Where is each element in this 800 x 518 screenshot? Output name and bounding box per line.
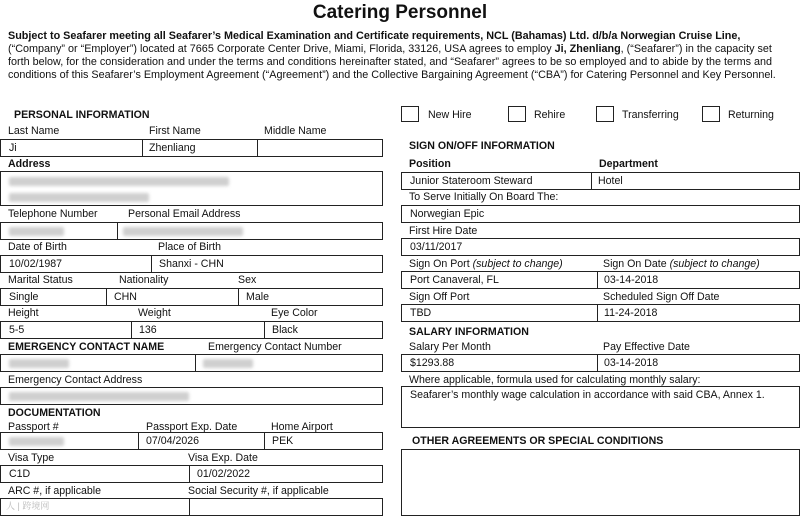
nationality-label: Nationality — [119, 274, 169, 286]
nationality-value[interactable]: CHN — [114, 291, 137, 303]
intro-seafarer-name: Ji, Zhenliang — [554, 43, 621, 55]
sign-off-date-label: Scheduled Sign Off Date — [603, 291, 720, 303]
rehire-checkbox[interactable] — [508, 106, 526, 122]
formula-value: Seafarer’s monthly wage calculation in accordance with said CBA, Annex 1. — [410, 389, 765, 401]
department-label: Department — [599, 158, 658, 170]
watermark: 人 | 跨境网 — [6, 501, 50, 511]
redacted-passport-number[interactable] — [9, 437, 64, 446]
name-row — [0, 139, 383, 157]
redacted-emergency-name[interactable] — [9, 359, 69, 368]
position-label: Position — [409, 158, 451, 170]
transferring-checkbox[interactable] — [596, 106, 614, 122]
ship-value: Norwegian Epic — [410, 208, 485, 220]
position-row — [401, 172, 800, 190]
home-airport-label: Home Airport — [271, 421, 333, 433]
ssn-label: Social Security #, if applicable — [188, 485, 329, 497]
salary-header: SALARY INFORMATION — [409, 326, 529, 338]
pob-label: Place of Birth — [158, 241, 222, 253]
emergency-address-label: Emergency Contact Address — [8, 374, 143, 386]
emergency-name-header: EMERGENCY CONTACT NAME — [8, 341, 165, 353]
position-value[interactable]: Junior Stateroom Steward — [410, 175, 533, 187]
address-field[interactable] — [0, 171, 383, 206]
first-hire-label: First Hire Date — [409, 225, 478, 237]
visa-row — [0, 465, 383, 483]
documentation-header: DOCUMENTATION — [8, 407, 101, 419]
pay-effective-value[interactable]: 03-14-2018 — [604, 357, 659, 369]
last-name-value[interactable]: Ji — [9, 142, 17, 154]
returning-checkbox[interactable] — [702, 106, 720, 122]
redacted-email[interactable] — [123, 227, 243, 236]
salary-per-month-value[interactable]: $1293.88 — [410, 357, 455, 369]
home-airport-value[interactable]: PEK — [272, 435, 294, 447]
department-value[interactable]: Hotel — [598, 175, 623, 187]
visa-exp-label: Visa Exp. Date — [188, 452, 258, 464]
emergency-number-label: Emergency Contact Number — [208, 341, 342, 353]
sign-on-date-label-text: Sign On Date — [603, 258, 667, 270]
intro-bold: Subject to Seafarer meeting all Seafarer’s Medical Examination and Certificate requirements, NCL (Bahamas) Ltd. d/b/a Norwegian Cruise Line, — [8, 30, 741, 42]
visa-exp-value[interactable]: 01/02/2022 — [197, 468, 251, 480]
redacted-telephone[interactable] — [9, 227, 64, 236]
sign-on-row — [401, 271, 800, 289]
redacted-emergency-address — [9, 392, 189, 401]
visa-type-label: Visa Type — [8, 452, 55, 464]
first-hire-value: 03/11/2017 — [410, 241, 463, 253]
passport-label: Passport # — [8, 421, 59, 433]
middle-name-label: Middle Name — [264, 125, 327, 137]
other-agreements-header: OTHER AGREEMENTS OR SPECIAL CONDITIONS — [412, 435, 664, 447]
sign-off-row — [401, 304, 800, 322]
dob-value[interactable]: 10/02/1987 — [9, 258, 63, 270]
height-label: Height — [8, 307, 39, 319]
personal-info-header: PERSONAL INFORMATION — [14, 109, 150, 121]
intro-text-1: (“Company” or “Employer”) located at 7665 Corporate Center Drive, Miami, Florida, 33126, USA agrees to employ — [8, 43, 555, 55]
arc-ssn-row — [0, 498, 383, 516]
weight-label: Weight — [138, 307, 171, 319]
rehire-label: Rehire — [534, 109, 566, 121]
redacted-address-line-1 — [9, 177, 229, 186]
formula-label: Where applicable, formula used for calculating monthly salary: — [409, 374, 701, 386]
ship-field[interactable] — [401, 205, 800, 223]
sign-on-port-note: (subject to change) — [472, 258, 563, 270]
redacted-address-line-2 — [9, 193, 149, 202]
eye-color-value[interactable]: Black — [272, 324, 298, 336]
sign-on-date-label — [603, 258, 760, 270]
sign-on-port-label-text: Sign On Port — [409, 258, 470, 270]
sign-on-date-note: (subject to change) — [669, 258, 760, 270]
new-hire-label: New Hire — [428, 109, 472, 121]
new-hire-checkbox[interactable] — [401, 106, 419, 122]
height-value[interactable]: 5-5 — [9, 324, 25, 336]
first-name-label: First Name — [149, 125, 201, 137]
other-agreements-field[interactable] — [401, 449, 800, 516]
arc-label: ARC #, if applicable — [8, 485, 102, 497]
sign-on-off-header: SIGN ON/OFF INFORMATION — [409, 140, 555, 152]
first-hire-field[interactable] — [401, 238, 800, 256]
page-title: Catering Personnel — [312, 2, 488, 23]
salary-per-month-label: Salary Per Month — [409, 341, 491, 353]
redacted-emergency-number[interactable] — [203, 359, 253, 368]
emergency-row — [0, 354, 383, 372]
emergency-address-field[interactable] — [0, 387, 383, 405]
passport-exp-value[interactable]: 07/04/2026 — [146, 435, 200, 447]
sign-on-date-value[interactable]: 03-14-2018 — [604, 274, 659, 286]
address-label: Address — [8, 158, 51, 170]
sign-on-port-label — [409, 258, 563, 270]
sex-value[interactable]: Male — [246, 291, 269, 303]
sign-on-port-value[interactable]: Port Canaveral, FL — [410, 274, 499, 286]
returning-label: Returning — [728, 109, 774, 121]
formula-field[interactable] — [401, 386, 800, 428]
first-name-value[interactable]: Zhenliang — [149, 142, 196, 154]
telephone-label: Telephone Number — [8, 208, 98, 220]
marital-label: Marital Status — [8, 274, 73, 286]
sex-label: Sex — [238, 274, 257, 286]
transferring-label: Transferring — [622, 109, 679, 121]
birth-row — [0, 255, 383, 273]
physical-row — [0, 321, 383, 339]
contact-row — [0, 222, 383, 240]
pob-value[interactable]: Shanxi - CHN — [159, 258, 224, 270]
sign-off-port-label: Sign Off Port — [409, 291, 470, 303]
passport-exp-label: Passport Exp. Date — [146, 421, 238, 433]
marital-row — [0, 288, 383, 306]
pay-effective-label: Pay Effective Date — [603, 341, 690, 353]
dob-label: Date of Birth — [8, 241, 67, 253]
intro-text-2: , (“Seafarer”) in the capacity set forth below, for the consideration and under the terms and conditions hereinafter stated, and “Seafarer” agrees to be so employed and to abide by the terms and conditions of this Seafarer’s Employment Agreement (“Agreement”) and the Collective Bargaining Agreement (“CBA”) for Catering Personnel and Key Personnel. — [8, 43, 776, 81]
sign-off-date-value[interactable]: 11-24-2018 — [604, 307, 658, 319]
marital-value[interactable]: Single — [9, 291, 39, 303]
passport-row — [0, 432, 383, 450]
eye-color-label: Eye Color — [271, 307, 318, 319]
salary-row — [401, 354, 800, 372]
last-name-label: Last Name — [8, 125, 60, 137]
weight-value[interactable]: 136 — [139, 324, 157, 336]
sign-off-port-value[interactable]: TBD — [410, 307, 432, 319]
email-label: Personal Email Address — [128, 208, 241, 220]
visa-type-value[interactable]: C1D — [9, 468, 31, 480]
intro-paragraph — [8, 30, 794, 82]
serve-on-board-label: To Serve Initially On Board The: — [409, 191, 559, 203]
